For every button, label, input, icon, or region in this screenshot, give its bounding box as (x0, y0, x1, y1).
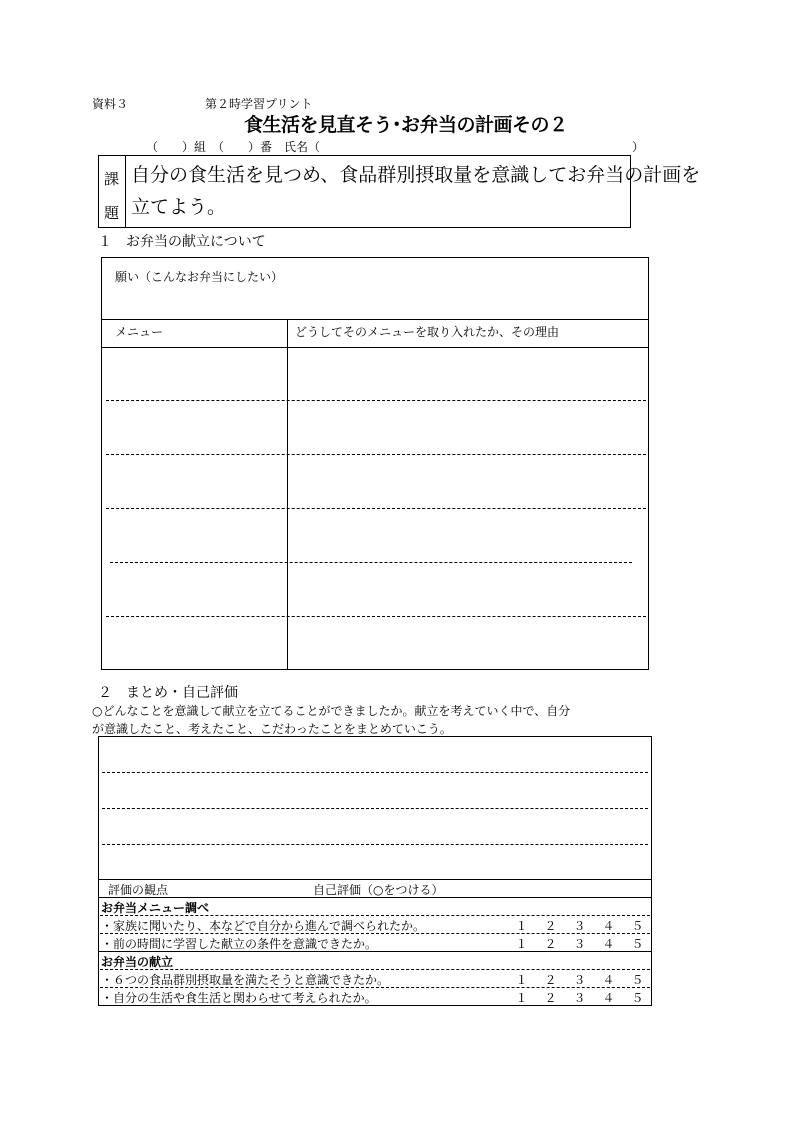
rating-option[interactable]: ２ (544, 919, 557, 933)
summary-box (98, 736, 652, 1006)
menu-row-line (106, 508, 646, 509)
menu-row-line (106, 400, 646, 401)
menu-row-line (106, 454, 646, 455)
rating-option[interactable]: ２ (544, 991, 557, 1005)
eval-item: ・自分の生活や食生活と関わらせて考えられたか。 (101, 991, 377, 1005)
section1-heading: １ お弁当の献立について (98, 234, 266, 250)
eval-row-line (100, 987, 650, 988)
rating-option[interactable]: ４ (602, 919, 615, 933)
menu-header: メニュー (115, 325, 164, 339)
section2-heading: ２ まとめ・自己評価 (98, 685, 238, 701)
kadai-label-bottom: 題 (104, 204, 120, 222)
kadai-divider (125, 155, 126, 228)
writing-line (102, 808, 648, 809)
eval-item: ・家族に聞いたり、本などで自分から進んで調べられたか。 (101, 919, 426, 933)
rating-option[interactable]: ２ (544, 937, 557, 951)
rating-option[interactable]: ５ (631, 991, 644, 1005)
rating-option[interactable]: ４ (602, 973, 615, 987)
reason-header: どうしてそのメニューを取り入れたか、その理由 (295, 325, 560, 339)
menu-row-line (106, 616, 646, 617)
rating-option[interactable]: １ (515, 937, 528, 951)
rating-option[interactable]: ５ (631, 973, 644, 987)
rating-option[interactable]: ３ (573, 919, 586, 933)
eval-group-title: お弁当メニュー調べ (101, 901, 210, 915)
rating-option[interactable]: ３ (573, 937, 586, 951)
header-divider (101, 347, 649, 348)
column-divider (287, 319, 288, 670)
prompt-line1: ○どんなことを意識して献立を立てることができましたか。献立を考えていく中で、自分 (92, 704, 571, 718)
rating-option[interactable]: ３ (573, 991, 586, 1005)
rating-option[interactable]: ３ (573, 973, 586, 987)
self-eval-header: 自己評価（○をつける） (313, 883, 444, 897)
wish-divider (101, 319, 649, 320)
writing-line (102, 772, 648, 773)
rating-scale (507, 989, 652, 1006)
rating-option[interactable]: ２ (544, 973, 557, 987)
eval-row-line (100, 933, 650, 934)
print-label: 第２時学習プリント (205, 97, 313, 111)
rating-option[interactable]: ４ (602, 937, 615, 951)
rating-option[interactable]: １ (515, 973, 528, 987)
eval-group-title: お弁当の献立 (101, 955, 174, 969)
kadai-text-line1: 自分の食生活を見つめ、食品群別摂取量を意識してお弁当の計画を (131, 164, 701, 186)
rating-option[interactable]: ５ (631, 937, 644, 951)
doc-label: 資料３ (92, 97, 129, 111)
rating-option[interactable]: ４ (602, 991, 615, 1005)
eval-group-divider (98, 951, 652, 952)
rating-option[interactable]: ５ (631, 919, 644, 933)
rating-option[interactable]: １ (515, 919, 528, 933)
kadai-text-line2: 立てよう。 (131, 196, 227, 218)
menu-row-line (110, 562, 632, 563)
eval-item: ・前の時間に学習した献立の条件を意識できたか。 (101, 937, 378, 951)
eval-row-line (100, 969, 650, 970)
eval-row-line (100, 915, 650, 916)
eval-divider (98, 897, 652, 898)
writing-line (102, 844, 648, 845)
wish-label: 願い（こんなお弁当にしたい） (115, 270, 284, 284)
rating-scale (507, 971, 652, 988)
prompt-line2: が意識したこと、考えたこと、こだわったことをまとめていこう。 (92, 722, 452, 736)
summary-divider (98, 879, 652, 880)
kadai-label-top: 課 (104, 170, 120, 188)
eval-item: ・６つの食品群別摂取量を満たそうと意識できたか。 (101, 973, 390, 987)
viewpoint-header: 評価の観点 (108, 883, 169, 897)
rating-scale (507, 917, 652, 934)
name-line: （ ）組 （ ）番 氏名（ ） (146, 140, 645, 154)
rating-option[interactable]: １ (515, 991, 528, 1005)
rating-scale (507, 935, 652, 952)
page-title: 食生活を見直そう･お弁当の計画その２ (244, 114, 568, 136)
